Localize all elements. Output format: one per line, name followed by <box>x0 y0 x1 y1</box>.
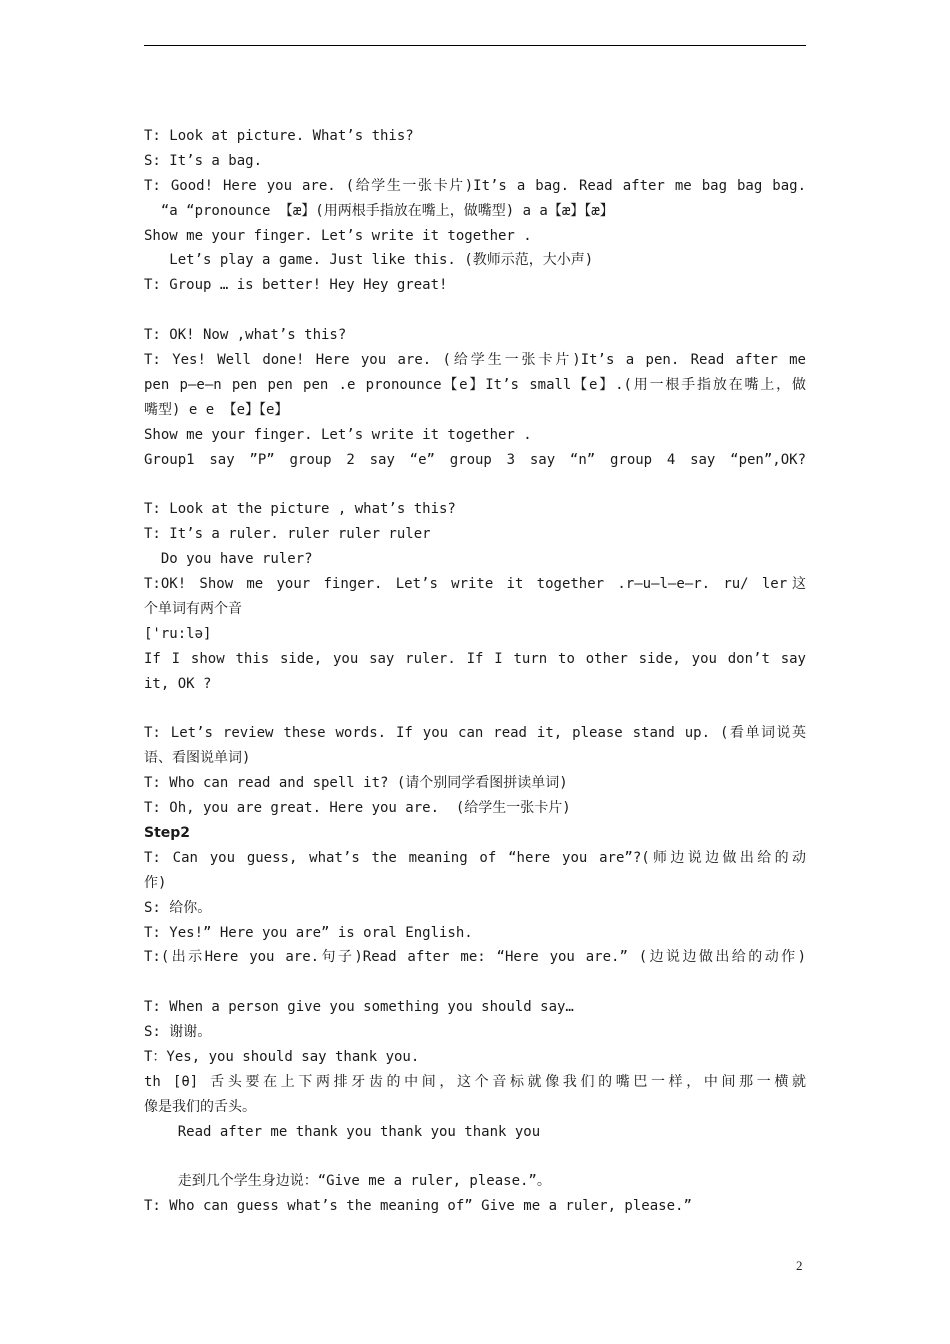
text-line: S: It’s a bag. <box>144 152 263 169</box>
document-body <box>144 124 806 1219</box>
text-line: T: It’s a ruler. ruler ruler ruler <box>144 526 431 543</box>
text-line: pen p—e—n pen pen pen .e pronounce【e】It’s small【e】.(用一根手指放在嘴上，做 <box>144 376 806 393</box>
text-line: T: Yes! Well done! Here you are. (给学生一张卡片)It’s a pen. Read after me <box>144 352 806 369</box>
text-line: T: Let’s review these words. If you can read it, please stand up. (看单词说英 <box>144 725 806 742</box>
text-line: T: Yes!” Here you are” is oral English. <box>144 924 473 941</box>
text-line: Do you have ruler? <box>144 551 313 568</box>
text-line: Read after me thank you thank you thank you <box>144 1123 541 1140</box>
text-line: Show me your finger. Let’s write it together . <box>144 426 532 443</box>
page-number: 2 <box>796 1258 803 1273</box>
text-line <box>144 696 806 721</box>
header-rule <box>144 45 806 46</box>
text-line <box>144 472 806 497</box>
text-line <box>144 298 806 323</box>
text-line: Group1 say ”P” group 2 say “e” group 3 say “n” group 4 say “pen”,OK? <box>144 451 806 468</box>
text-line: T: Oh, you are great. Here you are. (给学生一张卡片) <box>144 800 571 817</box>
text-line: 嘴型) e e 【e】【e】 <box>144 401 289 418</box>
text-line: T: Good! Here you are. (给学生一张卡片)It’s a bag. Read after me bag bag bag. <box>144 177 806 194</box>
text-line: ['ru:lə] <box>144 625 212 642</box>
text-line: “a “pronounce 【æ】(用两根手指放在嘴上，做嘴型) a a【æ】【æ】 <box>144 202 614 219</box>
text-line: it, OK ? <box>144 675 212 692</box>
text-line: Show me your finger. Let’s write it together . <box>144 227 532 244</box>
text-line: 个单词有两个音 <box>144 600 242 617</box>
text-line: If I show this side, you say ruler. If I turn to other side, you don’t say <box>144 650 806 667</box>
text-line: T: Look at picture. What’s this? <box>144 128 414 144</box>
text-line: S: 给你。 <box>144 899 212 916</box>
text-line: T: Who can read and spell it? (请个别同学看图拼读单词) <box>144 775 568 792</box>
text-line: T: Who can guess what’s the meaning of” Give me a ruler, please.” <box>144 1198 692 1215</box>
text-line: T: OK! Now ,what’s this? <box>144 327 347 344</box>
text-line: T:OK! Show me your finger. Let’s write it together .r—u—l—e—r. ru/ ler这 <box>144 576 806 593</box>
text-line: 作) <box>144 874 167 891</box>
section-heading: Step2 <box>144 824 191 841</box>
text-line: 像是我们的舌头。 <box>144 1098 256 1115</box>
text-line: T：Yes, you should say thank you. <box>144 1048 420 1065</box>
text-line <box>144 970 806 995</box>
text-line: T: When a person give you something you should say… <box>144 999 574 1016</box>
text-line <box>144 1145 806 1170</box>
text-line: T: Can you guess, what’s the meaning of “here you are”?(师边说边做出给的动 <box>144 849 806 866</box>
text-line: th [θ] 舌头要在上下两排牙齿的中间，这个音标就像我们的嘴巴一样，中间那一横就 <box>144 1073 806 1090</box>
text-line: Let’s play a game. Just like this. (教师示范，大小声) <box>144 252 594 269</box>
text-line: 走到几个学生身边说：“Give me a ruler, please.”。 <box>144 1173 551 1190</box>
text-line: T: Look at the picture , what’s this? <box>144 501 456 518</box>
text-line: 语、看图说单词) <box>144 750 251 767</box>
text-line: S: 谢谢。 <box>144 1024 212 1041</box>
text-line: T: Group … is better! Hey Hey great! <box>144 277 448 294</box>
text-line: T:(出示Here you are.句子)Read after me: “Here you are.” (边说边做出给的动作) <box>144 949 806 966</box>
